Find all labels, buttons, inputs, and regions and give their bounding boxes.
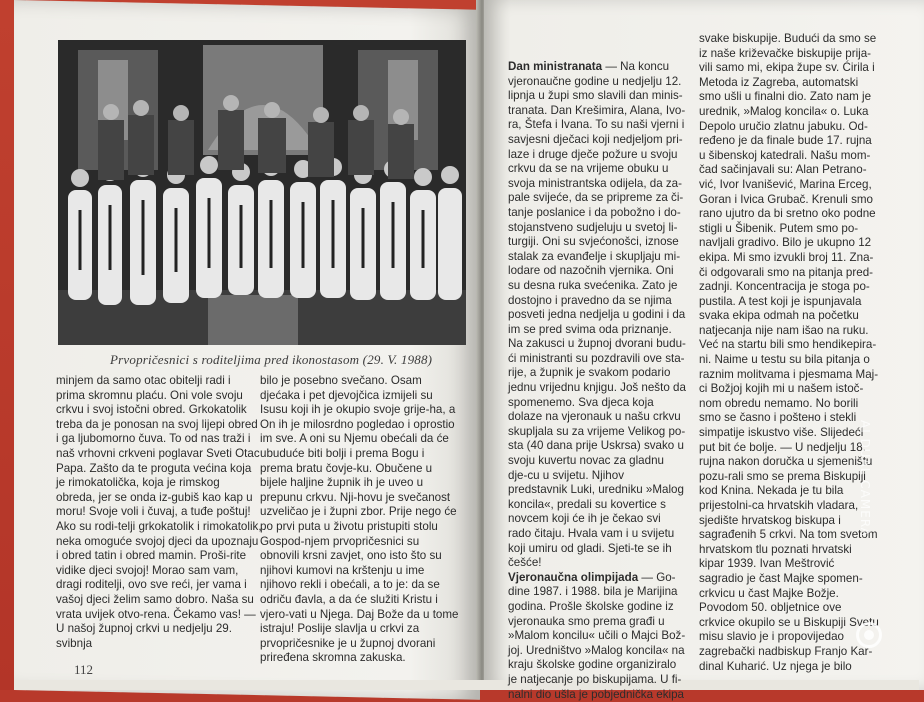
- section-text: — Na koncu vjeronaučne godine u nedjelju 12. lipnja u župi smo slavili dan minis-tranata. Dan Krešimira, Alana, Ivo-ra, Štefa i Ivana. To su naši vjerni i savjesni dječaci koji nedjeljom pri-laze i druge dječe požure u svoju crkvu da se na vrijeme obuku u svoja ministrantska odijela, da za-pale svijeće, da se pripreme za či-tanje poslanice i da pobožno i do-stojanstveno sudjeluju u svetoj li-turgiji. Oni su svjećonošci, iznose stalak za evanđelje i skupljaju mi-lodare od nazočnih vjernika. Oni su desna ruka svećenika. Zato je dostojno i pravedno da se njima posveti jedna nedjelja u godini i da im se pred svima oda priznanje. Na zakusci u župnoj dvorani budu-ći ministranti su pozdravili ove sta-rije, a župnik je svakom podario jednu vrijednu knjigu. Još nešto da spomenemo. Sva djeca koja dolaze na vjeronauk u našu crkvu skupljala su za vrijeme Velikog po-sta (40 dana prije Uskrsa) svako u svoju kuvertu novac za gladnu dje-cu u svijetu. Njihov predstavnik Luki, uredniku »Malog koncila«, predali su kovertice s novcem koji će ih je čekao svi rado čitaju. Hvala vam i u svijetu koji umiru od gladi. Sjeti-te se ih češće!: [508, 60, 686, 570]
- camera-watermark: AI DUAL CAMERA: [858, 420, 872, 537]
- section-paragraph: [508, 571, 686, 702]
- left-column-2: [260, 374, 460, 666]
- group-photo: [58, 40, 466, 345]
- section-text: — Go-dine 1987. i 1988. bila je Marijina godina. Prošle školske godine iz vjeronauka smo prema građi u »Malom koncilu« učili o Majci Bož-joj. Uredništvo »Malog koncila« na kraju školske godine organiziralo je natjecanje po biskupijama. U fi-nalni dio ušla je pobjednička ekipa: [508, 570, 686, 701]
- paragraph: svake biskupije. Budući da smo se iz naše križevačke biskupije prija-vili samo mi, ekipa župe sv. Ćirila i Metoda iz Zagreba, automatski smo ušli u finalni dio. Zato nam je urednik, »Malog koncila« o. Luka Depolo uručio zlatnu jabuku. Od-ređeno je da finale bude 17. rujna u šibenskoj katedrali. Našu mom-čad sačinjavali su: Alan Petrano-vić, Ivor Ivanišević, Marina Erceg, Goran i Ivica Grubač. Krenuli smo rano ujutro da bi sretno oko podne stigli u Šibenik. Putem smo po-navljali gradivo. Bilo je ukupno 12 ekipa. Mi smo izvukli broj 11. Zna-či odgovarali smo na pitanja pred-zadnji. Koncentracija je stoga po-pustila. A test koji je ispunjavala svaka ekipa odmah na početku natjecanja nije nam išao na ruku. Već na startu bili smo hendikepira-ni. Naime u testu su bila pitanja o raznim molitvama i pjesmama Maj-ci Božjoj kojih mi u našem istoč-nom obredu nemamo. No borili smo se časno i poštено i stekli simpatije iskustvo više. Slijedeći put bit će bolje. — U nedjelju 18. rujna nakon doručka u sjemeništu pozu-rali smo se prema Biskupiji kod Knina. Nekada je tu bila prijestolni-ca hrvatskih vladara, sjedište hrvatskog biskupa i sagrađenih 5 crkvi. Na tom svetom hrvatskom tlu poznati hrvatski kipar 1939. Ivan Meštrović sagradio je čast Majke spomen-crkvicu u čast Majke Božje. Povodom 50. obljetnice ove crkvice okupilo se u Biskupiji Svetu misu slavio je i propovijedao zagrebački nadbiskup Franjo Kar-dinal Kuharić. Uz njega je bilo: [699, 32, 879, 673]
- left-column-1: [56, 374, 262, 651]
- section-heading: Vjeronaučna olimpijada: [508, 570, 639, 584]
- right-column-2: [699, 32, 879, 674]
- open-book: [14, 0, 919, 701]
- right-column-1: [508, 60, 686, 702]
- paragraph: bilo je posebno svečano. Osam djećaka i pet djevojčica izmijeli su Isusu koji ih je okupio svoje grije-ha, a On ih je milosrdno pogledao i oprostio im sve. A oni su Njemu obećali da će ubuduće biti bolji i prema Bogu i prema bratu čovje-ku. Obučene u bijele haljine župnik ih je uveo u prepunu crkvu. Nji-hovu je svečanost uzveličao je i župni zbor. Prije nego će po prvi puta u životu pristupiti stolu Gospod-njem prvopričesnici su obnovili krsni zavjet, ono isto što su njihovi kumovi na krštenju u ime njihovo rekli i obećali, a to je: da se odriču đavla, a da će služiti Kristu i vjero-vati u Njega. Daj Bože da u tome istraju! Poslije slavlja u crkvi za prvopričesnike je u župnoj dvorani priređena skromna zakuska.: [260, 374, 459, 665]
- page-number: 112: [74, 662, 94, 677]
- group-photo-image: [58, 40, 466, 345]
- photo-caption: Prvopričesnici s roditeljima pred ikonostasom (29. V. 1988): [110, 352, 433, 367]
- section-heading: Dan ministranata: [508, 60, 603, 73]
- section-paragraph: [508, 60, 686, 571]
- camera-logo-icon: [856, 622, 882, 648]
- page-edges: [14, 680, 919, 690]
- paragraph: minjem da samo otac obitelji radi i prima skromnu plaću. Oni vole svoju crkvu i svoj istočni obred. Grkokatolik treba da je ponosan na svoj lijepi obred i ga ljubomorno čuva. To od nas traži i naš vrhovni crkveni poglavar Sveti Otac Papa. Zašto da te proguta većina koja je rimokatolička, koja je rimskog obreda, jer se onda iz-gubiš kao kap u moru! Svoje voli i čuvaj, a tuđe poštuj! Ako su rodi-telji grkokatolik i rimokatolik, neka omoguće svojoj djeci da upoznaju i obred tatin i obred mamin. Proši-rite vidike djeci svojoj! Morao sam vam, dragi roditelji, ovo sve reći, jer vama i vašoj djeci želim samo dobro. Naša su vrata uvijek otvo-rena. Čekamo vas! — U našoj župnoj crkvi u nedjelju 29. svibnja: [56, 374, 262, 650]
